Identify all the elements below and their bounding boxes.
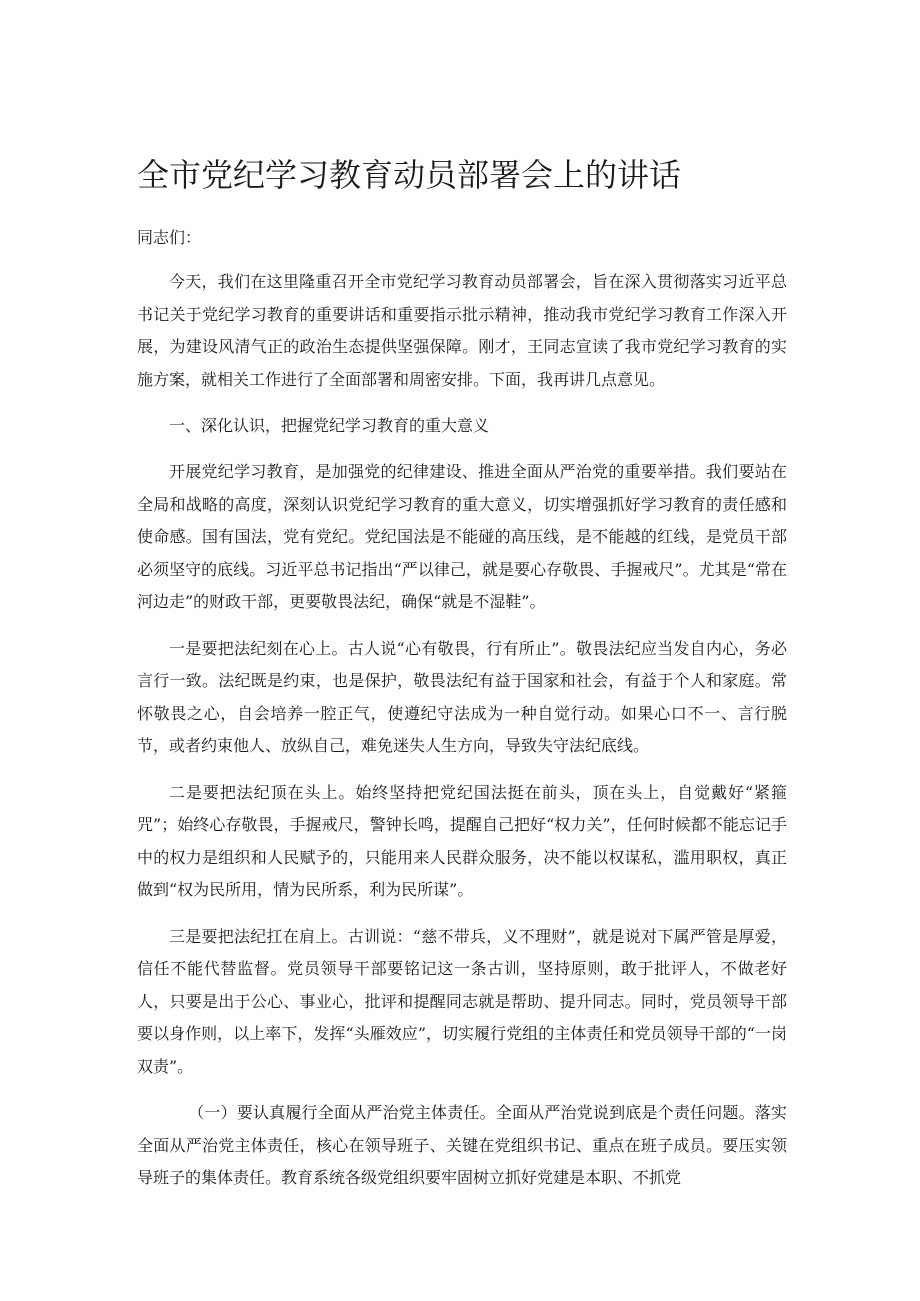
paragraph-intro: 今天，我们在这里隆重召开全市党纪学习教育动员部署会，旨在深入贯彻落实习近平总书记关于党纪学习教育的重要讲话和重要指示批示精神，推动我市党纪学习教育工作深入开展，为建设风清气正的政治生态提供坚强保障。刚才，王同志宣读了我市党纪学习教育的实施方案，就相关工作进行了全面部署和周密安排。下面，我再讲几点意见。 (137, 272, 787, 389)
paragraph-subsection-1: （一）要认真履行全面从严治党主体责任。全面从严治党说到底是个责任问题。落实全面从严治党主体责任，核心在领导班子、关键在党组织书记、重点在班子成员。要压实领导班子的集体责任。教育系统各级党组织要牢固树立抓好党建是本职、不抓党 (137, 1103, 787, 1187)
section-heading-1: 一、深化认识，把握党纪学习教育的重大意义 (169, 416, 490, 435)
paragraph-significance: 开展党纪学习教育，是加强党的纪律建设、推进全面从严治党的重要举措。我们要站在全局和战略的高度，深刻认识党纪学习教育的重大意义，切实增强抓好学习教育的责任感和使命感。国有国法，党有党纪。党纪国法是不能碰的高压线，是不能越的红线，是党员干部必须坚守的底线。习近平总书记指出“严以律己，就是要心存敬畏、手握戒尺”。尤其是“常在河边走”的财政干部，更要敬畏法纪，确保“就是不湿鞋”。 (137, 462, 787, 611)
document-body (137, 150, 787, 1209)
paragraph-point-3: 三是要把法纪扛在肩上。古训说：“慈不带兵，义不理财”，就是说对下属严管是厚爱，信任不能代替监督。党员领导干部要铭记这一条古训，坚持原则，敢于批评人，不做老好人，只要是出于公心、事业心，批评和提醒同志就是帮助、提升同志。同时，党员领导干部要以身作则，以上率下，发挥“头雁效应”，切实履行党组的主体责任和党员领导干部的“一岗双责”。 (137, 926, 787, 1076)
paragraph-point-2: 二是要把法纪顶在头上。始终坚持把党纪国法挺在前头，顶在头上，自觉戴好“紧箍咒”；始终心存敬畏，手握戒尺，警钟长鸣，提醒自己把好“权力关”，任何时候都不能忘记手中的权力是组织和人民赋予的，只能用来人民群众服务，决不能以权谋私，滥用职权，真正做到“权为民所用，情为民所系，利为民所谋”。 (137, 782, 787, 899)
salutation: 同志们： (137, 228, 202, 247)
paragraph-point-1: 一是要把法纪刻在心上。古人说“心有敬畏，行有所止”。敬畏法纪应当发自内心，务必言行一致。法纪既是约束，也是保护，敬畏法纪有益于国家和社会，有益于个人和家庭。常怀敬畏之心，自会培养一腔正气，使遵纪守法成为一种自觉行动。如果心口不一、言行脱节，或者约束他人、放纵自己，难免迷失人生方向，导致失守法纪底线。 (137, 638, 787, 755)
document-title: 全市党纪学习教育动员部署会上的讲话 (137, 156, 682, 194)
